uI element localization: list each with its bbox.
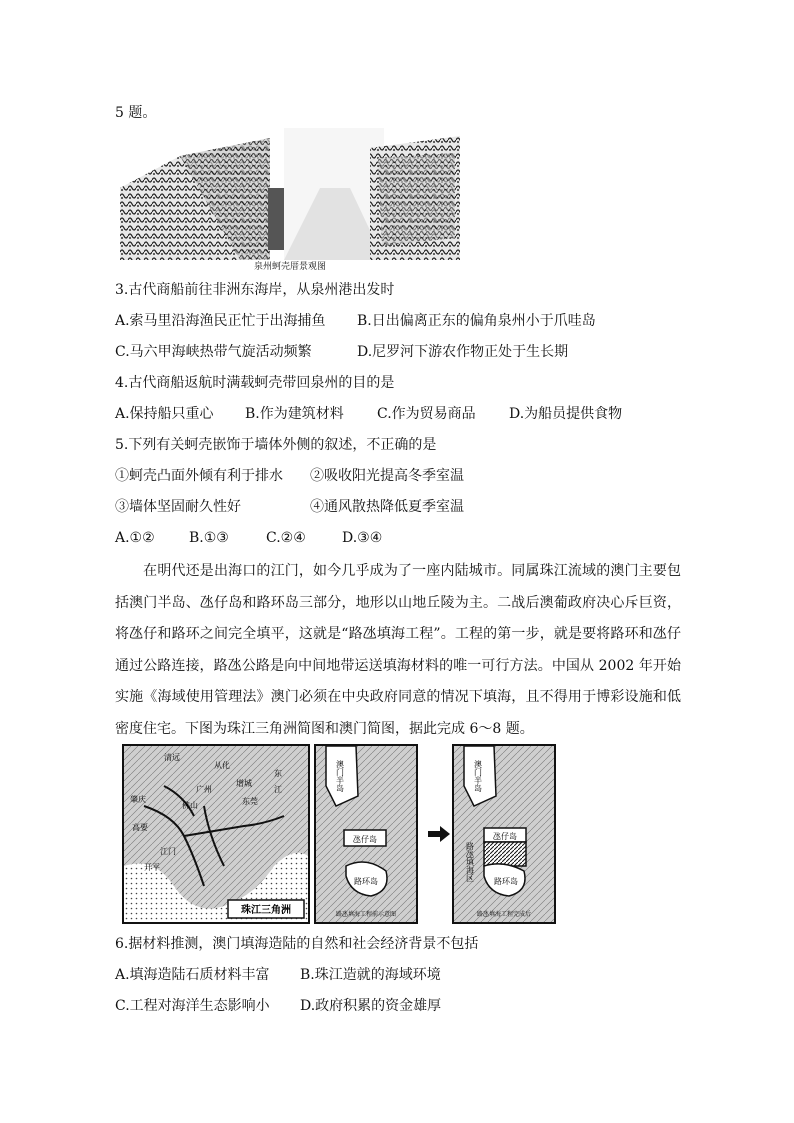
photo-figure	[120, 128, 460, 272]
map1-label-gaoyao: 高要	[132, 823, 148, 832]
photo-door	[268, 188, 284, 250]
q3-option-c[interactable]: C.马六甲海峡热带气旋活动频繁	[115, 344, 312, 360]
map1-label-qingyuan: 清远	[164, 753, 180, 762]
map1-label-guangzhou: 广州	[196, 785, 212, 794]
pearl-river-delta-map	[122, 744, 310, 924]
map3-reclaim-area	[484, 842, 526, 866]
q5-option-a[interactable]: A.①②	[115, 530, 155, 546]
map1-label-zhaoqing: 肇庆	[130, 795, 146, 804]
map1-label-foshan: 佛山	[182, 801, 198, 810]
map3-label-reclaim: 路氹填海区	[465, 842, 475, 882]
macau-map-after	[452, 744, 556, 924]
q5-statement-1: ①蚵壳凸面外倾有利于排水	[115, 468, 283, 484]
map3-label-taipa: 氹仔岛	[493, 832, 517, 841]
map3-label-peninsula: 澳门半岛	[473, 760, 483, 792]
macau-map-before	[314, 744, 418, 924]
arrow-right-icon	[428, 826, 450, 842]
map1-label-dongguan: 东莞	[242, 797, 258, 806]
q4-option-b[interactable]: B.作为建筑材料	[245, 406, 344, 422]
map2-label-peninsula: 澳门半岛	[335, 760, 345, 792]
map1-label-jiangmen: 江门	[160, 847, 176, 856]
q3-stem: 3.古代商船前往非洲东海岸，从泉州港出发时	[115, 282, 395, 298]
q5-statement-2: ②吸收阳光提高冬季室温	[310, 468, 464, 484]
map1-label-kaiping: 开平	[144, 863, 160, 872]
map1-label-east: 东	[274, 769, 282, 778]
q6-option-c[interactable]: C.工程对海洋生态影响小	[115, 998, 270, 1014]
q3-option-a[interactable]: A.索马里沿海渔民正忙于出海捕鱼	[115, 313, 326, 329]
q6-option-d[interactable]: D.政府积累的资金雄厚	[300, 998, 442, 1014]
map1-label-river: 江	[274, 785, 282, 794]
map2-caption: 路氹填海工程前示意图	[335, 911, 397, 918]
photo-caption: 泉州蚵壳厝景观图	[253, 262, 327, 272]
q6-stem: 6.据材料推测，澳门填海造陆的自然和社会经济背景不包括	[115, 936, 479, 952]
oyster-shell-house-photo	[120, 128, 460, 272]
map3-label-coloane: 路环岛	[494, 877, 518, 886]
q3-option-d[interactable]: D.尼罗河下游农作物正处于生长期	[357, 344, 569, 360]
map3-caption: 路氹填海工程完成后	[476, 911, 532, 918]
map1-label-conghua: 从化	[214, 761, 230, 770]
q5-option-d[interactable]: D.③④	[342, 530, 383, 546]
map2-label-taipa: 氹仔岛	[353, 835, 377, 844]
q4-option-a[interactable]: A.保持船只重心	[115, 406, 214, 422]
q5-option-b[interactable]: B.①③	[189, 530, 229, 546]
passage	[115, 556, 681, 745]
passage-text: 在明代还是出海口的江门，如今几乎成为了一座内陆城市。同属珠江流域的澳门主要包括澳门半岛、氹仔岛和路环岛三部分，地形以山地丘陵为主。二战后澳葡政府决心斥巨资，将氹仔和路环之间完全填平，这就是“路氹填海工程”。工程的第一步，就是要将路环和氹仔通过公路连接，路氹公路是向中间地带运送填海材料的唯一可行方法。中国从 2002 年开始实施《海域使用管理法》澳门必须在中央政府同意的情况下填海，且不得用于博彩设施和低密度住宅。下图为珠江三角洲简图和澳门简图，据此完成 6～8 题。	[115, 563, 681, 737]
q6-option-a[interactable]: A.填海造陆石质材料丰富	[115, 967, 270, 983]
q5-statement-4: ④通风散热降低夏季室温	[310, 499, 464, 515]
map2-label-coloane: 路环岛	[354, 877, 378, 886]
q4-stem: 4.古代商船返航时满载蚵壳带回泉州的目的是	[115, 375, 395, 391]
map1-title: 珠江三角洲	[241, 905, 291, 916]
q5-stem: 5.下列有关蚵壳嵌饰于墙体外侧的叙述，不正确的是	[115, 437, 437, 453]
q4-option-c[interactable]: C.作为贸易商品	[377, 406, 476, 422]
map1-label-zengcheng: 增城	[236, 779, 252, 788]
q5-statement-3: ③墙体坚固耐久性好	[115, 499, 241, 515]
intro-tail: 5 题。	[115, 105, 157, 121]
q5-option-c[interactable]: C.②④	[266, 530, 306, 546]
q4-option-d[interactable]: D.为船员提供食物	[509, 406, 623, 422]
q3-option-b[interactable]: B.日出偏离正东的偏角泉州小于爪哇岛	[357, 313, 596, 329]
q6-option-b[interactable]: B.珠江造就的海域环境	[300, 967, 441, 983]
